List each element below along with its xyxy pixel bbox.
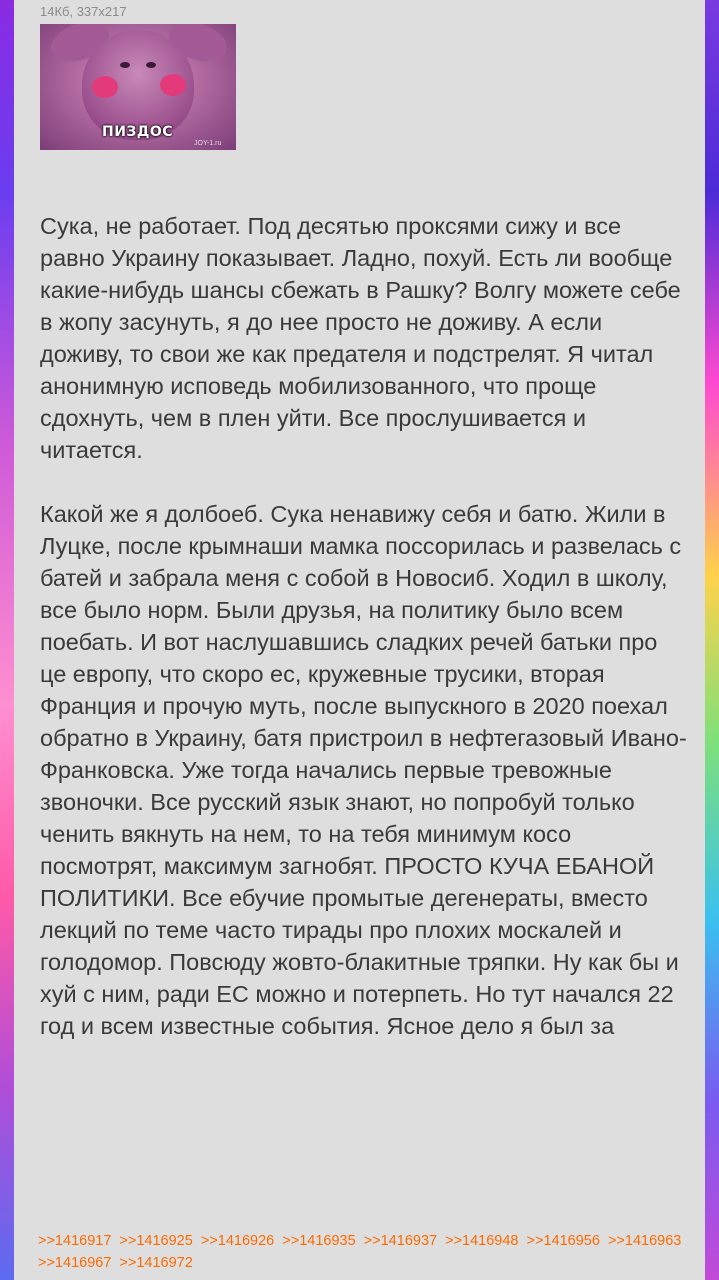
thumbnail-caption: ПИЗДОС [102,124,174,140]
post [14,0,705,1280]
thumbnail-cheek-right [160,74,186,96]
post-text [40,210,688,1074]
thumbnail-eye-left [120,62,130,68]
thumbnail-cheek-left [92,76,118,98]
reply-link[interactable]: >>1416963 [607,1233,682,1249]
post-paragraph-1: Сука, не работает. Под десятью проксями сижу и все равно Украину показывает. Ладно, похуй. Есть ли вообще какие-нибудь шансы сбежать в Рашку? Волгу можете себе в жопу засунуть, я до нее просто не доживу. А если доживу, то свои же как предателя и подстрелят. Я читал анонимную исповедь мобилизованного, что проще сдохнуть, чем в плен уйти. Все прослушивается и читается. [40,213,681,463]
reply-link[interactable]: >>1416972 [119,1255,193,1271]
thumbnail-eye-right [146,62,156,68]
post-image-thumbnail[interactable] [40,24,236,150]
post-paragraph-2: Какой же я долбоеб. Сука ненавижу себя и батю. Жили в Луцке, после крымнаши мамка поссорилась и развелась с батей и забрала меня с собой в Новосиб. Ходил в школу, все было норм. Были друзья, на политику было всем поебать. И вот наслушавшись сладких речей батьки про це европу, что скоро ес, кружевные трусики, вторая Франция и прочую муть, после выпускного в 2020 поехал обратно в Украину, батя пристроил в нефтегазовый Ивано-Франковска. Уже тогда начались первые тревожные звоночки. Все русский язык знают, но попробуй только ченить вякнуть на нем, то на тебя минимум косо посмотрят, максимум загнобят. ПРОСТО КУЧА ЕБАНОЙ ПОЛИТИКИ. Все ебучие промытые дегенераты, вместо лекций по теме часто тирады про плохих москалей и голодомор. Повсюду жовто-блакитные тряпки. Ну как бы и хуй с ним, ради ЕС можно и потерпеть. Но тут начался 22 год и всем известные события. Ясное дело я был за [40,501,687,1039]
file-info: 14Кб, 337x217 [40,4,127,19]
reply-links [38,1230,698,1274]
reply-link[interactable]: >>1416925 [119,1233,193,1249]
thumbnail-watermark: JOY-1.ru [194,140,222,147]
reply-link[interactable]: >>1416937 [363,1233,438,1249]
reply-link[interactable]: >>1416956 [526,1233,600,1249]
reply-link[interactable]: >>1416948 [445,1233,519,1249]
right-edge-decoration [705,0,719,1280]
reply-link[interactable]: >>1416917 [38,1233,112,1249]
left-edge-decoration [0,0,14,1280]
reply-link[interactable]: >>1416967 [38,1255,112,1271]
reply-link[interactable]: >>1416926 [200,1233,275,1249]
reply-link[interactable]: >>1416935 [282,1233,356,1249]
